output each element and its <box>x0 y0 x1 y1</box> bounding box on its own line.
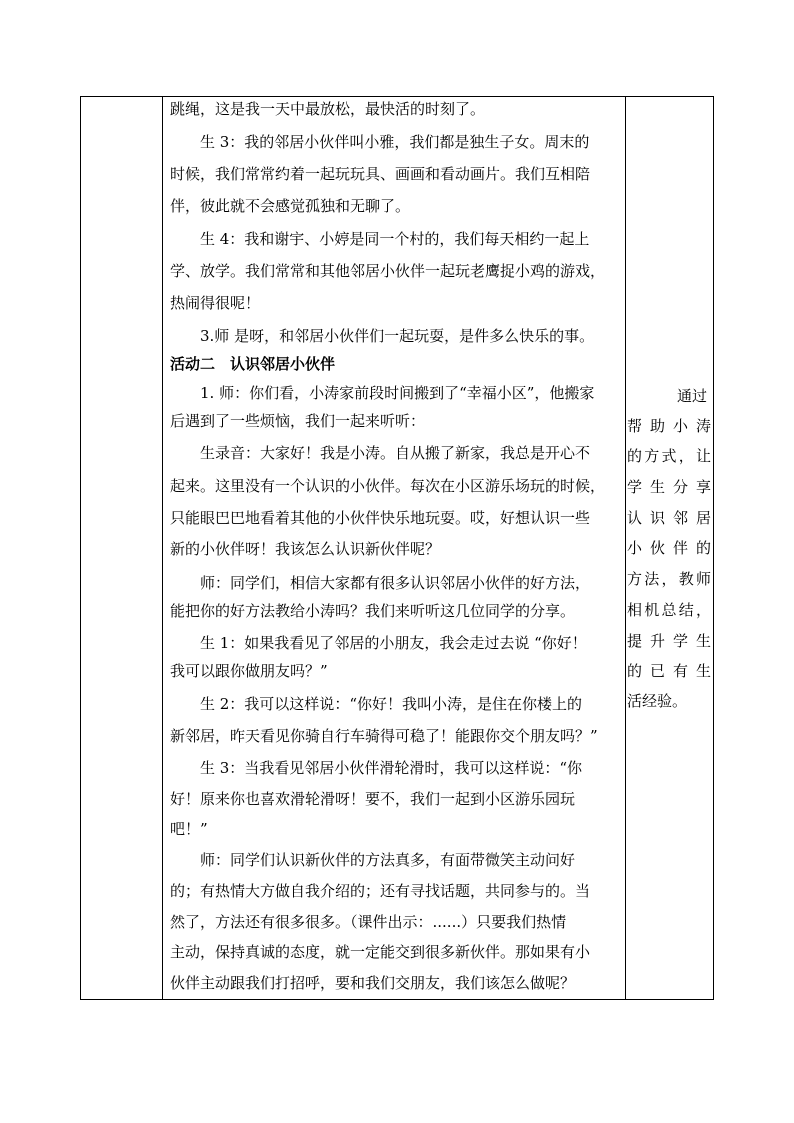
side-text-line: 认识邻居 <box>627 509 711 527</box>
side-text-line: 通过 <box>676 387 707 405</box>
section-heading: 活动二 认识邻居小伙伴 <box>170 355 336 373</box>
text-line: 后遇到了一些烦恼，我们一起来听听： <box>170 412 426 430</box>
side-text-line: 的方式，让 <box>627 447 711 465</box>
side-text-line: 提升学生 <box>627 632 711 650</box>
text-line: 伙伴主动跟我们打招呼，要和我们交朋友，我们该怎么做呢？ <box>170 974 576 992</box>
text-line: 跳绳，这是我一天中最放松，最快活的时刻了。 <box>170 100 486 118</box>
text-line: 主动，保持真诚的态度，就一定能交到很多新伙伴。那如果有小 <box>170 943 591 961</box>
text-line: 吧！” <box>170 820 208 838</box>
text-line: 师：同学们，相信大家都有很多认识邻居小伙伴的好方法， <box>170 574 591 592</box>
side-text-line: 活经验。 <box>627 692 688 710</box>
text-line: 时候，我们常常约着一起玩玩具、画画和看动画片。我们互相陪 <box>170 165 591 183</box>
text-line: 1. 师：你们看，小涛家前段时间搬到了“幸福小区”，他搬家 <box>170 384 595 402</box>
text-line: 好！原来你也喜欢滑轮滑呀！要不，我们一起到小区游乐园玩 <box>170 790 576 808</box>
side-text-line: 小伙伴的 <box>627 539 711 557</box>
side-text-line: 的已有生 <box>627 662 711 680</box>
text-line: 然了，方法还有很多很多。（课件出示：......）只要我们热情 <box>170 913 567 931</box>
text-line: 生录音：大家好！我是小涛。自从搬了新家，我总是开心不 <box>170 444 591 462</box>
text-line: 新的小伙伴呀！我该怎么认识新伙伴呢？ <box>170 540 441 558</box>
side-text-line: 方法，教师 <box>627 570 711 588</box>
text-line: 的；有热情大方做自我介绍的；还有寻找话题，共同参与的。当 <box>170 882 591 900</box>
table-column-divider-left <box>162 97 163 999</box>
text-line: 我可以跟你做朋友吗？” <box>170 662 328 680</box>
text-line: 生 4：我和谢宇、小婷是同一个村的，我们每天相约一起上 <box>170 230 590 248</box>
side-text-line: 帮助小涛 <box>627 417 711 435</box>
text-line: 新邻居，昨天看见你骑自行车骑得可稳了！能跟你交个朋友吗？” <box>170 727 598 745</box>
text-line: 生 2：我可以这样说：“你好！我叫小涛，是住在你楼上的 <box>170 695 582 713</box>
text-line: 伴，彼此就不会感觉孤独和无聊了。 <box>170 197 411 215</box>
side-text-line: 学生分享 <box>627 478 711 496</box>
side-text-line: 相机总结， <box>627 601 711 619</box>
text-line: 师：同学们认识新伙伴的方法真多，有面带微笑主动问好 <box>170 851 576 869</box>
text-line: 生 1：如果我看见了邻居的小朋友，我会走过去说 “你好！ <box>170 634 587 652</box>
text-line: 起来。这里没有一个认识的小伙伴。每次在小区游乐场玩的时候， <box>170 477 606 495</box>
text-line: 能把你的好方法教给小涛吗？我们来听听这几位同学的分享。 <box>170 602 576 620</box>
text-line: 3.师 是呀，和邻居小伙伴们一起玩耍，是件多么快乐的事。 <box>170 327 595 345</box>
text-line: 热闹得很呢！ <box>170 294 261 312</box>
table-column-divider-right <box>625 97 626 999</box>
text-line: 生 3：我的邻居小伙伴叫小雅，我们都是独生子女。周末的 <box>170 133 590 151</box>
text-line: 生 3：当我看见邻居小伙伴滑轮滑时，我可以这样说：“你 <box>170 759 582 777</box>
text-line: 学、放学。我们常常和其他邻居小伙伴一起玩老鹰捉小鸡的游戏， <box>170 262 606 280</box>
text-line: 只能眼巴巴地看着其他的小伙伴快乐地玩耍。哎，好想认识一些 <box>170 509 591 527</box>
